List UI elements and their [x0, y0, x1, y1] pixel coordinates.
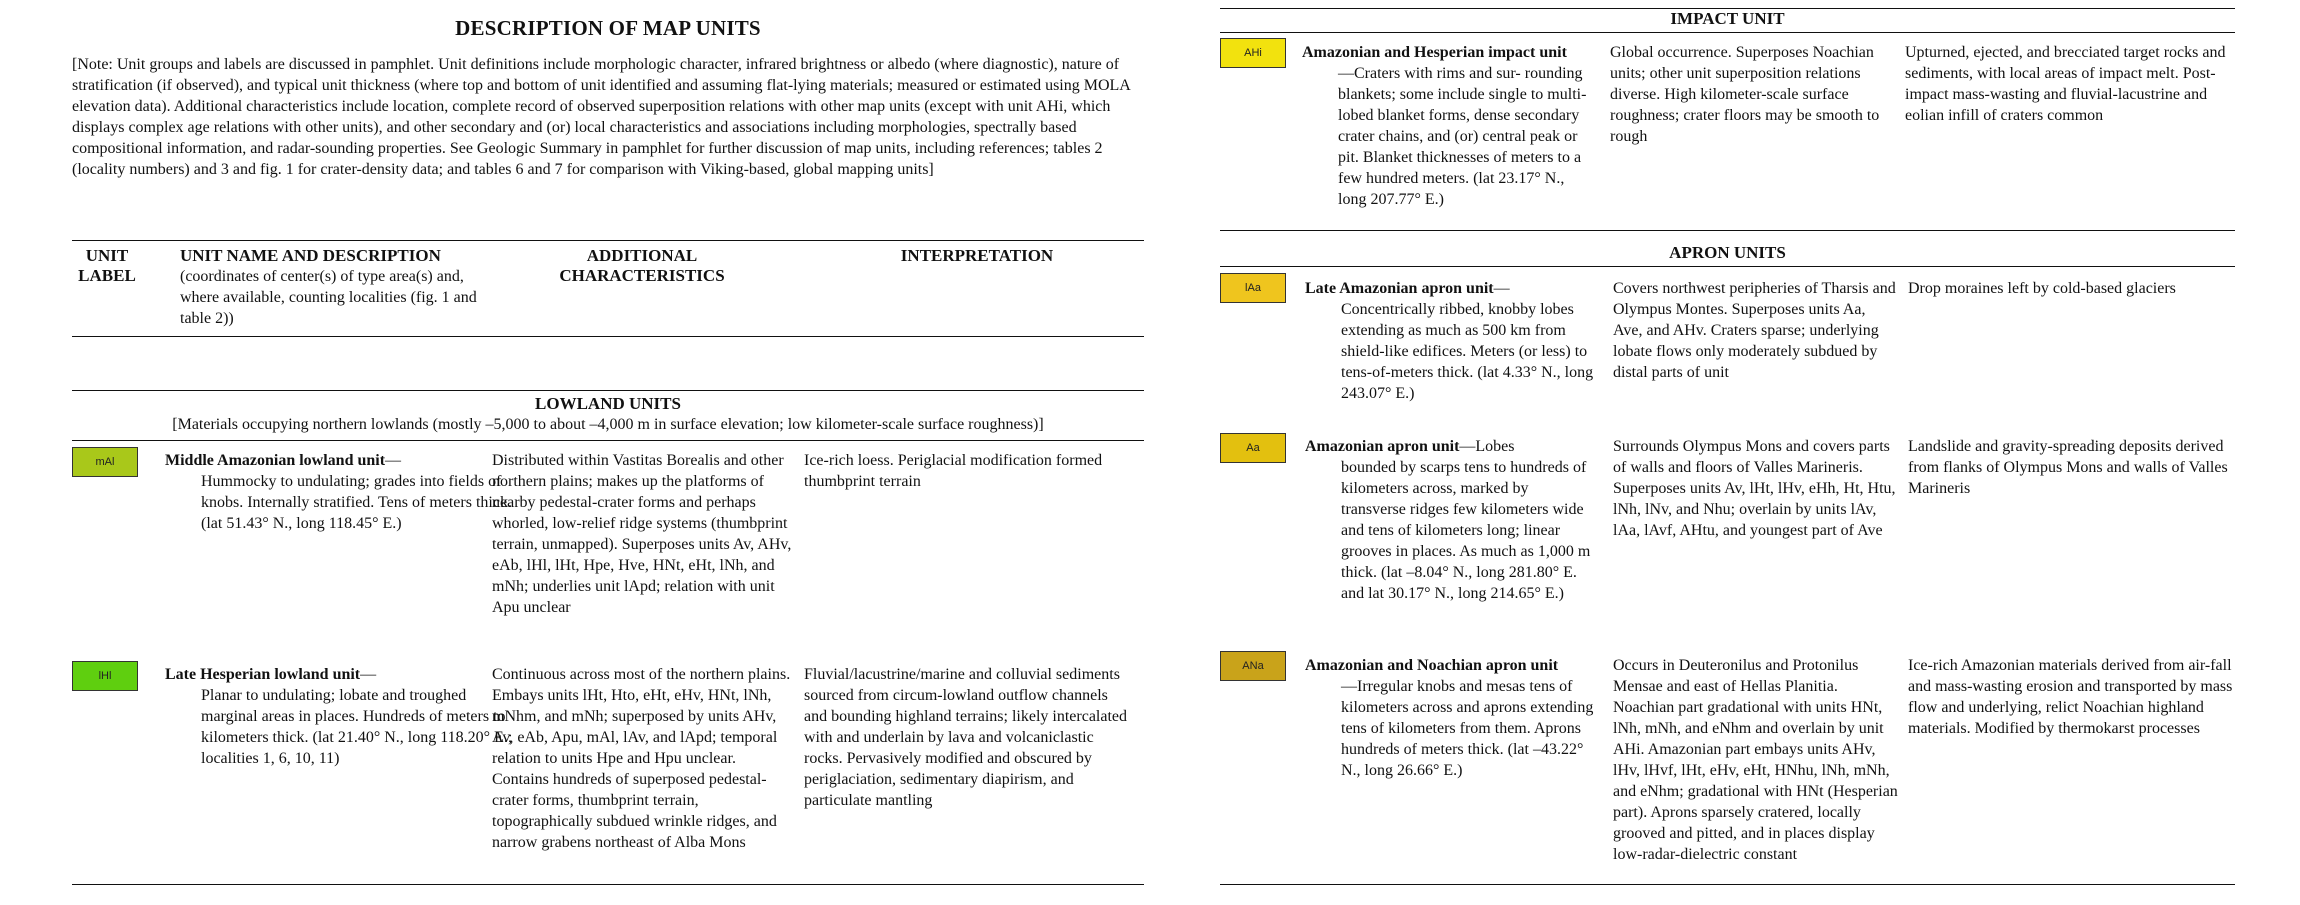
unit-desc-body: Planar to undulating; lobate and troughed marginal areas in places. Hundreds of meters to kilometers thick. (lat 21.40° N., long 118.20° E.; localities 1, 6, 10, 11): [201, 687, 513, 767]
unit-additional: Global occurrence. Superposes Noachian units; other unit superposition relations diverse. High kilometer-scale surface roughness; crater floors may be smooth to rough: [1610, 44, 1880, 145]
unit-name: Amazonian and Hesperian impact unit: [1302, 44, 1567, 61]
unit-additional: Surrounds Olympus Mons and covers parts of walls and floors of Valles Marineris. Superposes units Av, lHt, lHv, eHh, Ht, Htu, lNh, lNv, and Nhu; overlain by units lAv, lAa, lAvf, AHtu, and youngest part of Ave: [1613, 438, 1896, 539]
section-title-impact: IMPACT UNIT: [1670, 9, 1785, 28]
unit-label-swatch: lAa: [1220, 273, 1286, 303]
unit-desc-body: bounded by scarps tens to hundreds of kilometers across, marked by transverse ridges few kilometers wide and tens of kilometers long; linear grooves in places. As much as 1,000 m thick. (lat –8.04° N., long 281.80° E. and lat 30.17° N., long 214.65° E.): [1341, 459, 1591, 602]
unit-label-swatch: Aa: [1220, 433, 1286, 463]
unit-desc-body: Concentrically ribbed, knobby lobes extending as much as 500 km from shield-like edifices. Meters (or less) to tens-of-meters thick. (lat 4.33° N., long 243.07° E.): [1341, 301, 1594, 402]
unit-name: Late Hesperian lowland unit: [165, 666, 361, 683]
unit-desc-body: Hummocky to undulating; grades into fields of knobs. Internally stratified. Tens of meters thick. (lat 51.43° N., long 118.45° E.): [201, 473, 512, 532]
unit-additional: Covers northwest peripheries of Tharsis and Olympus Montes. Superposes units Aa, Ave, and AHv. Craters sparse; underlying lobate flows only moderately subdued by distal parts of unit: [1613, 280, 1896, 381]
unit-interpretation: Fluvial/lacustrine/marine and colluvial sediments sourced from circum-lowland outflow channels and bounding highland terrains; likely intercalated with and underlain by lava and volcaniclastic rocks. Pervasively modified and obscured by periglaciation, sedimentary diapirism, and particulate mantling: [804, 666, 1128, 809]
unit-additional: Distributed within Vastitas Borealis and other northern plains; makes up the platforms of nearby pedestal-crater forms and perhaps whorled, low-relief ridge systems (thumbprint terrain, unmapped). Superposes units Av, AHv, eAb, lHl, lHt, Hpe, Hve, HNt, eHt, lNh, and mNh; underlies unit lApd; relation with unit Apu unclear: [492, 452, 792, 616]
unit-interpretation: Drop moraines left by cold-based glaciers: [1908, 280, 2176, 297]
unit-interpretation: Ice-rich loess. Periglacial modification formed thumbprint terrain: [804, 452, 1103, 490]
unit-desc-first: —Lobes: [1459, 438, 1515, 455]
unit-description: [1302, 42, 1592, 210]
apron-top-rule: [1220, 230, 2235, 231]
header-additional-line2: CHARACTERISTICS: [559, 266, 725, 285]
header-bottom-rule: [72, 336, 1144, 337]
header-unit-label-line2: LABEL: [78, 266, 136, 285]
section-title-apron: APRON UNITS: [1669, 243, 1786, 262]
unit-label-swatch: ANa: [1220, 651, 1286, 681]
unit-name: Amazonian apron unit: [1305, 438, 1460, 455]
unit-desc-first: —Irregular knobs and mesas: [1341, 678, 1526, 695]
header-unit-label: [72, 246, 142, 286]
unit-desc-body: tens of kilometers across and aprons extending tens of kilometers from them. Aprons hundreds of meters thick. (lat –43.22° N., long 26.66° E.): [1341, 678, 1594, 779]
table-bottom-rule: [72, 884, 1144, 885]
unit-name: Late Amazonian apron unit: [1305, 280, 1494, 297]
header-unit-name-title: UNIT NAME AND DESCRIPTION: [180, 246, 441, 265]
apron-table-bottom-rule: [1220, 884, 2235, 885]
page-title: DESCRIPTION OF MAP UNITS: [455, 16, 761, 40]
header-unit-name: [180, 246, 485, 329]
unit-desc-body: rounding blankets; some include single to multi-lobed blanket forms, dense secondary crater chains, and (or) central peak or pit. Blanket thicknesses of meters to a few hundred meters. (lat 23.17° N., long 207.77° E.): [1338, 65, 1587, 208]
unit-desc-first: —: [1493, 280, 1510, 297]
unit-label-swatch: lHl: [72, 661, 138, 691]
section-title-lowland: LOWLAND UNITS: [535, 394, 681, 413]
unit-desc-first: —Craters with rims and sur-: [1338, 65, 1521, 82]
unit-description: [1305, 655, 1595, 781]
header-top-rule: [72, 240, 1144, 241]
section-bottom-rule: [72, 440, 1144, 441]
unit-description: [1305, 436, 1595, 604]
unit-description: [165, 450, 525, 534]
header-unit-label-line1: UNIT: [85, 246, 129, 265]
unit-interpretation: Landslide and gravity-spreading deposits derived from flanks of Olympus Mons and walls of Valles Marineris: [1908, 438, 2228, 497]
section-subtitle-lowland: [Materials occupying northern lowlands (mostly –5,000 to about –4,000 m in surface elevation; low kilometer-scale surface roughness)]: [172, 416, 1044, 433]
unit-name: Middle Amazonian lowland unit: [165, 452, 386, 469]
header-additional: [492, 246, 792, 286]
unit-note: [Note: Unit groups and labels are discussed in pamphlet. Unit definitions include morphologic character, infrared brightness or albedo (where diagnostic), nature of stratification (if observed), and typical unit thickness (where top and bottom of unit identified and assuming flat-lying materials; measured or estimated using MOLA elevation data). Additional characteristics include location, complete record of observed superposition relations with other map units (except with unit AHi, which displays complex age relations with other units), and other secondary and (or) local characteristics and associations including morphologies, spectrally based compositional information, and radar-sounding properties. See Geologic Summary in pamphlet for further discussion of map units, including references; tables 2 (locality numbers) and 3 and fig. 1 for crater-density data; and tables 6 and 7 for comparison with Viking-based, global mapping units]: [72, 56, 1130, 178]
unit-name: Amazonian and Noachian apron unit: [1305, 657, 1559, 674]
unit-interpretation: Upturned, ejected, and brecciated target rocks and sediments, with local areas of impact melt. Post-impact mass-wasting and fluvial-lacustrine and eolian infill of craters common: [1905, 44, 2226, 124]
unit-additional: Occurs in Deuteronilus and Protonilus Mensae and east of Hellas Planitia. Noachian part gradational with units HNt, lNh, mNh, and eNhm and overlain by unit AHi. Amazonian part embays units AHv, lHv, lHvf, lHt, eHv, eHt, HNhu, lNh, mNh, and eNhm; gradational with HNt (Hesperian part). Aprons sparsely cratered, locally grooved and pitted, and in places display low-radar-dielectric constant: [1613, 657, 1898, 863]
apron-bottom-rule: [1220, 266, 2235, 267]
unit-label-swatch: mAl: [72, 447, 138, 477]
unit-desc-first: —: [385, 452, 402, 469]
unit-description: [165, 664, 525, 769]
unit-label-swatch: AHi: [1220, 38, 1286, 68]
unit-interpretation: Ice-rich Amazonian materials derived from air-fall and mass-wasting erosion and transported by mass flow and underlying, relict Noachian highland materials. Modified by thermokarst processes: [1908, 657, 2233, 737]
header-interpretation: INTERPRETATION: [900, 246, 1054, 265]
unit-additional: Continuous across most of the northern plains. Embays units lHt, Hto, eHt, eHv, HNt, lNh, mNhm, and mNh; superposed by units AHv, Av, eAb, Apu, mAl, lAv, and lApd; temporal relation to units Hpe and Hpu unclear. Contains hundreds of superposed pedestal-crater forms, thumbprint terrain, topographically subdued wrinkle ridges, and narrow grabens northeast of Alba Mons: [492, 666, 791, 851]
unit-description: [1305, 278, 1595, 404]
section-top-rule: [72, 390, 1144, 391]
header-additional-line1: ADDITIONAL: [586, 246, 698, 265]
header-unit-name-sub: (coordinates of center(s) of type area(s) and, where available, counting localities (fig. 1 and table 2)): [180, 268, 477, 327]
unit-desc-first: —: [360, 666, 377, 683]
impact-bottom-rule: [1220, 32, 2235, 33]
